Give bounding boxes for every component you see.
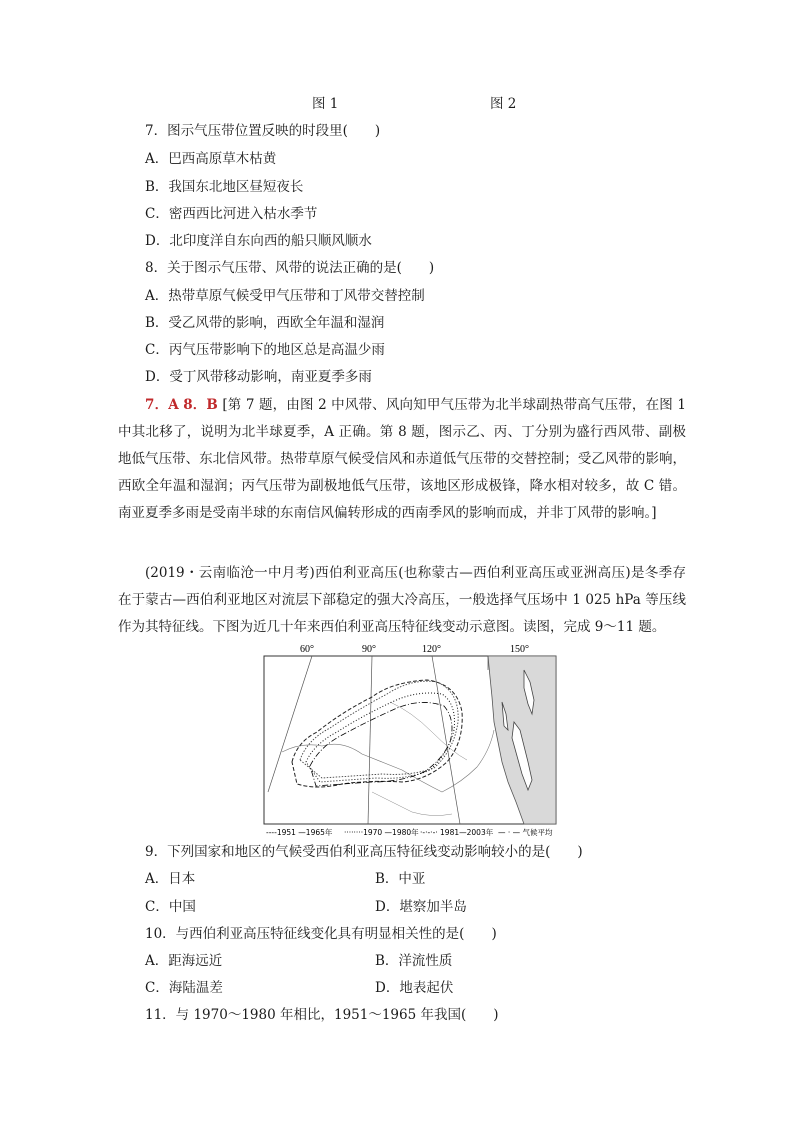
- question-10-option-c: C．海陆温差: [145, 980, 223, 996]
- question-7-option-d: D．北印度洋自东向西的船只顺风顺水: [145, 233, 372, 249]
- question-8-stem: 8．关于图示气压带、风带的说法正确的是( ): [145, 260, 435, 276]
- figure-1-label: 图 1: [312, 96, 339, 112]
- question-9-option-a: A．日本: [145, 871, 196, 887]
- question-10-option-a: A．距海远近: [145, 953, 223, 969]
- legend-1981-2003: ·-·-·-· 1981—2003年: [420, 828, 494, 837]
- answer-explanation-block: [118, 392, 686, 527]
- siberian-high-map: [262, 642, 558, 838]
- question-7-option-b: B．我国东北地区昼短夜长: [145, 179, 304, 195]
- question-9-option-d: D．堪察加半岛: [375, 899, 467, 915]
- question-7-option-a: A．巴西高原草木枯黄: [145, 151, 277, 167]
- question-7-stem: 7．图示气压带位置反映的时段里( ): [145, 123, 381, 139]
- lon-label-90: 90°: [362, 644, 376, 655]
- answer-8: 8．B: [183, 397, 218, 413]
- legend-climate-average: — · — 气候平均: [498, 828, 553, 837]
- lon-label-60: 60°: [300, 644, 314, 655]
- figure-2-label: 图 2: [490, 96, 517, 112]
- passage-intro: (2019・云南临沧一中月考)西伯利亚高压(也称蒙古—西伯利亚高压或亚洲高压)是冬季存在于蒙古—西伯利亚地区对流层下部稳定的强大冷高压，一般选择气压场中 1 025 hPa 等压线作为其特征线。下图为近几十年来西伯利亚高压特征线变动示意图。读图，完成 9～11 题。: [118, 565, 686, 635]
- question-11-stem: 11．与 1970～1980 年相比，1951～1965 年我国( ): [145, 1007, 499, 1023]
- question-8-option-d: D．受丁风带移动影响，南亚夏季多雨: [145, 369, 372, 385]
- legend-1970-1980: ········1970 —1980年: [344, 828, 419, 837]
- question-10-stem: 10．与西伯利亚高压特征线变化具有明显相关性的是( ): [145, 926, 497, 942]
- lon-label-120: 120°: [422, 644, 441, 655]
- map-svg: [262, 642, 558, 838]
- lon-label-150: 150°: [510, 644, 529, 655]
- question-9-option-b: B．中亚: [375, 871, 426, 887]
- question-10-option-d: D．地表起伏: [375, 980, 454, 996]
- legend-1951-1965: ----1951 —1965年: [266, 828, 333, 837]
- question-10-option-b: B．洋流性质: [375, 953, 453, 969]
- question-9-option-c: C．中国: [145, 899, 196, 915]
- question-8-option-c: C．丙气压带影响下的地区总是高温少雨: [145, 342, 385, 358]
- question-8-option-a: A．热带草原气候受甲气压带和丁风带交替控制: [145, 288, 425, 304]
- question-9-stem: 9．下列国家和地区的气候受西伯利亚高压特征线变动影响较小的是( ): [145, 844, 583, 860]
- question-7-option-c: C．密西西比河进入枯水季节: [145, 206, 318, 222]
- answer-explanation: [第 7 题，由图 2 中风带、风向知甲气压带为北半球副热带高气压带，在图 1 中其北移了，说明为北半球夏季，A 正确。第 8 题，图示乙、丙、丁分别为盛行西风带、副极地低气压带、东北信风带。热带草原气候受信风和赤道低气压带的交替控制；受乙风带的影响，西欧全年温和湿润；丙气压带为副极地低气压带，该地区形成极锋，降水相对较多，故 C 错。南亚夏季多雨是受南半球的东南信风偏转形成的西南季风的影响而成，并非丁风带的影响。]: [118, 397, 686, 521]
- answer-7: 7．A: [145, 397, 179, 413]
- question-8-option-b: B．受乙风带的影响，西欧全年温和湿润: [145, 315, 385, 331]
